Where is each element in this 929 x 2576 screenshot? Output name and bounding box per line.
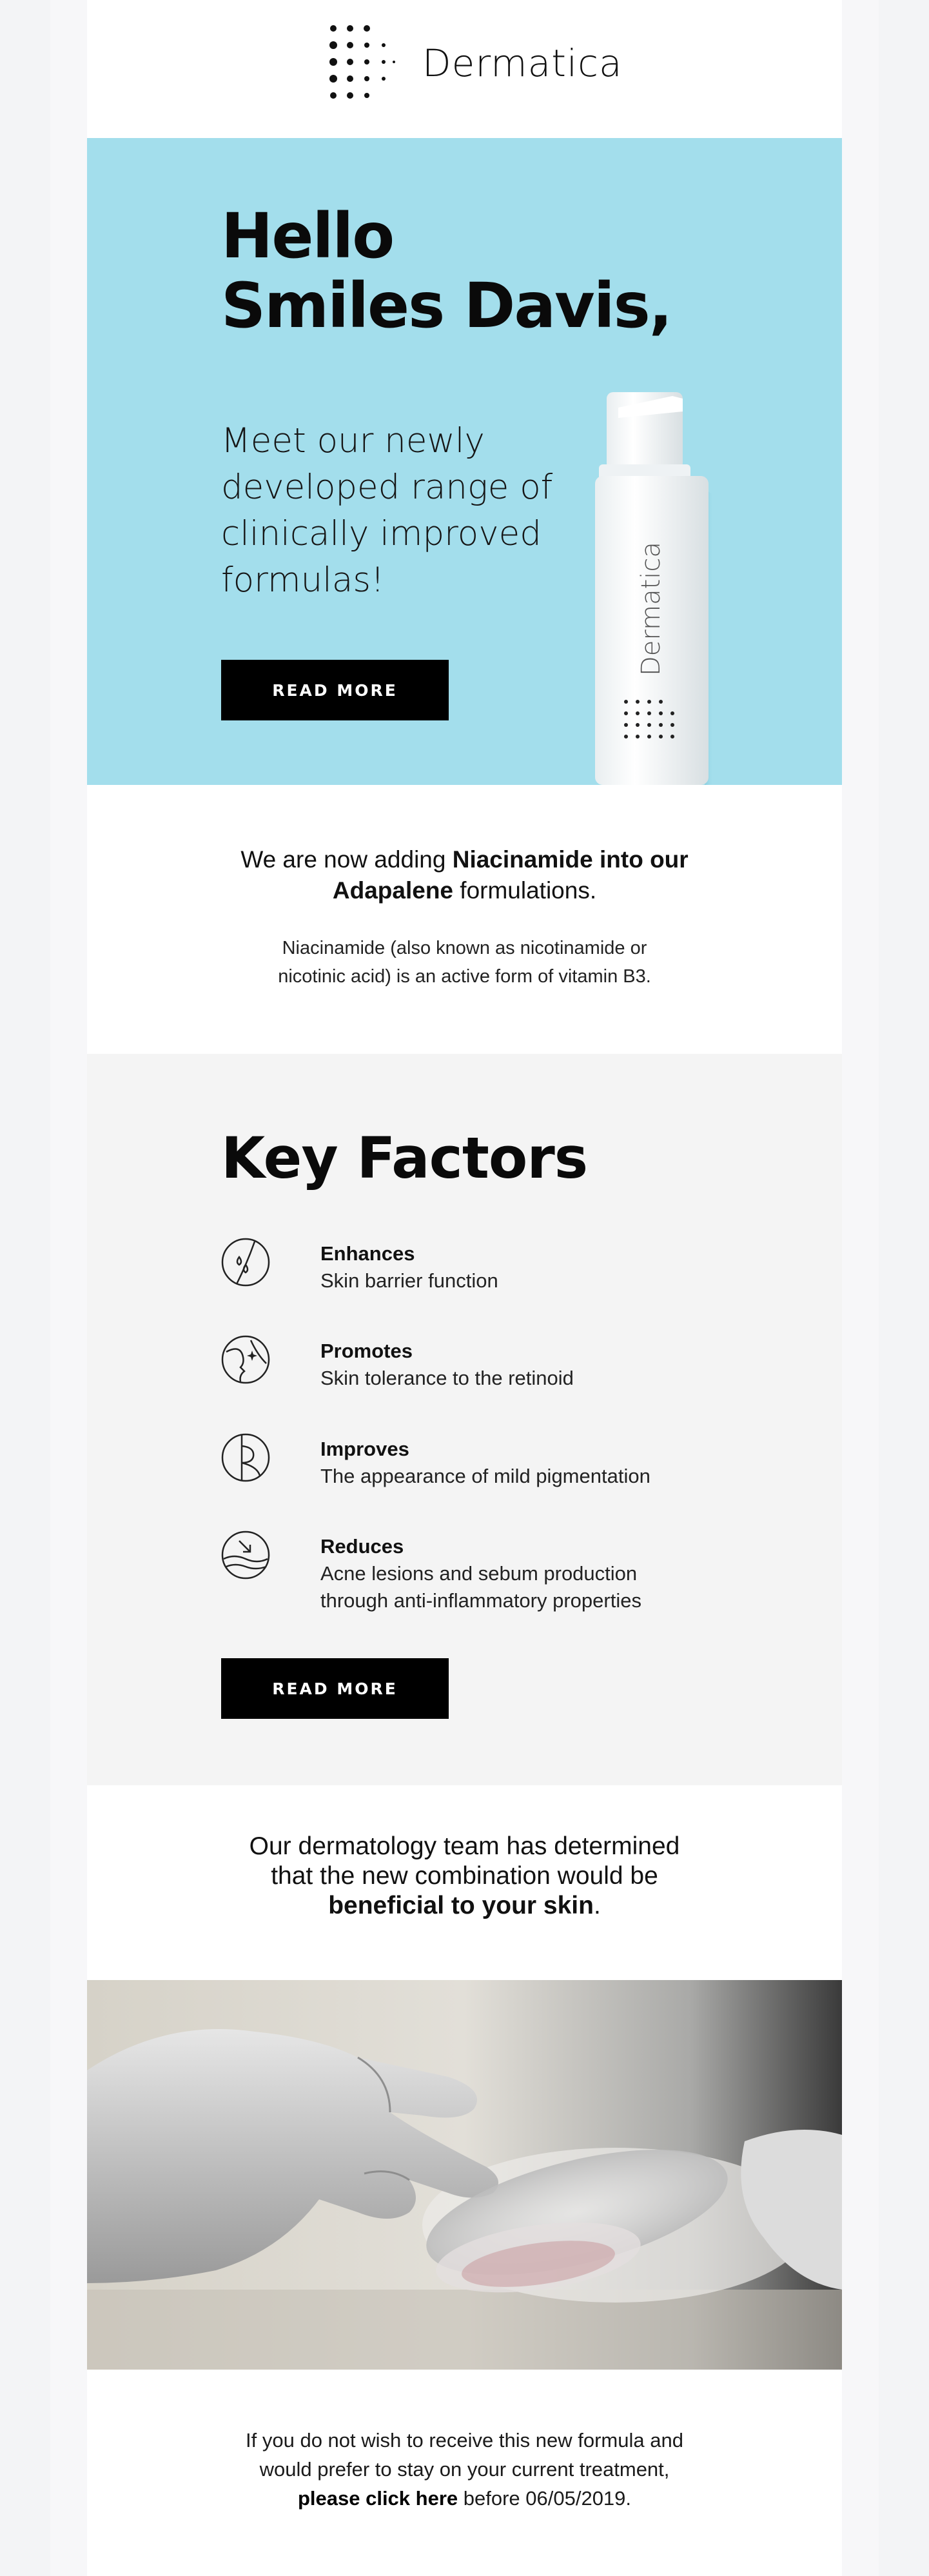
factor-heading: Enhances [320, 1242, 415, 1265]
factor-heading: Reduces [320, 1535, 404, 1558]
intro-section [87, 785, 842, 1054]
factor-text [320, 1533, 681, 1614]
factor-description: Acne lesions and sebum production through anti-inflammatory properties [320, 1562, 641, 1612]
factor-item-reduces [221, 1531, 711, 1621]
header [87, 0, 842, 138]
key-factors-title: Key Factors [221, 1125, 588, 1191]
factor-description: Skin barrier function [320, 1269, 498, 1292]
face-sparkle-icon [221, 1335, 270, 1384]
factor-item-promotes [221, 1335, 711, 1425]
greeting-line-1: Hello [221, 200, 394, 272]
factor-text [320, 1436, 681, 1490]
read-more-button[interactable]: READ MORE [221, 1658, 449, 1719]
footer-text-start: If you do not wish to receive this new formula and would prefer to stay on your current treatment, [246, 2429, 683, 2481]
factor-description: The appearance of mild pigmentation [320, 1465, 650, 1487]
lab-photo-image [87, 1980, 842, 2370]
footer-text [235, 2426, 694, 2513]
statement-bold: beneficial to your skin [328, 1892, 594, 1919]
key-factors-section [87, 1054, 842, 1785]
statement-text-end: . [593, 1892, 601, 1919]
hero-banner [87, 138, 842, 785]
brand-name: Dermatica [422, 41, 623, 85]
statement-text [229, 1832, 700, 1921]
factor-item-enhances [221, 1238, 711, 1328]
factor-item-improves [221, 1433, 711, 1523]
skin-layers-icon [221, 1433, 270, 1482]
brand-logo[interactable] [329, 25, 623, 102]
intro-body: Niacinamide (also known as nicotinamide or nicotinic acid) is an active form of vitamin B3. [278, 938, 651, 987]
right-gutter [842, 0, 879, 2576]
gloved-hand-petri-dish-image [87, 1980, 842, 2370]
factor-text [320, 1240, 681, 1294]
footer-section [87, 2370, 842, 2576]
left-gutter [50, 0, 87, 2576]
factor-description: Skin tolerance to the retinoid [320, 1367, 574, 1389]
product-bottle-image [595, 392, 714, 785]
dots-logo-icon [329, 25, 395, 102]
footer-text-end: before 06/05/2019. [458, 2487, 632, 2510]
email-container [87, 0, 842, 2576]
droplets-icon [221, 1238, 270, 1287]
read-more-button[interactable]: READ MORE [221, 660, 449, 720]
opt-out-link[interactable]: please click here [297, 2487, 458, 2510]
intro-title-bold: Niacinamide into our Adapalene [332, 846, 689, 904]
statement-section [87, 1785, 842, 1980]
svg-text:Dermatica: Dermatica [636, 542, 666, 676]
greeting [221, 201, 671, 341]
factor-text [320, 1338, 681, 1392]
intro-title-text: We are now adding [240, 846, 453, 873]
factor-heading: Improves [320, 1438, 409, 1460]
intro-title [216, 844, 713, 906]
statement-text-start: Our dermatology team has determined that the new combination would be [249, 1832, 680, 1890]
intro-title-text-end: formulations. [453, 877, 597, 904]
factor-heading: Promotes [320, 1340, 413, 1362]
hero-tagline: Meet our newly developed range of clinically improved formulas! [221, 421, 553, 600]
greeting-line-2: Smiles Davis, [221, 270, 672, 342]
arrow-down-waves-icon [221, 1531, 270, 1580]
